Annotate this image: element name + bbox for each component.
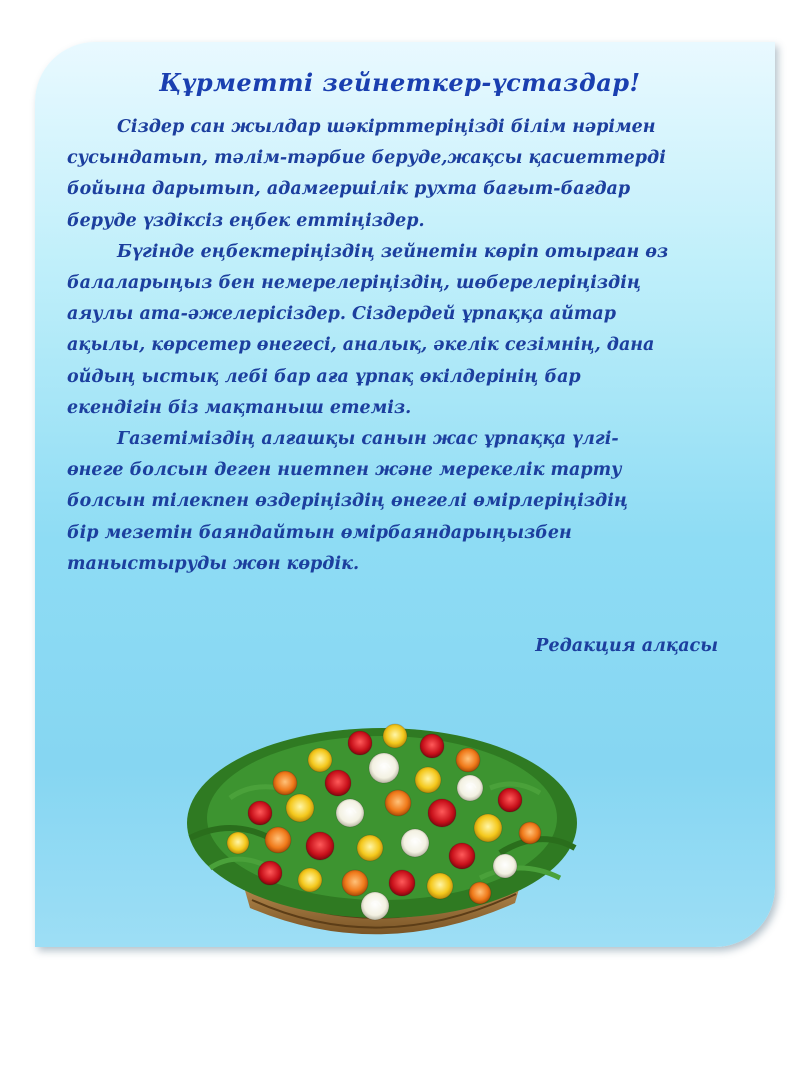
paragraph-2: Бүгінде еңбектеріңіздің зейнетін көріп отырған өз балаларыңыз бен немерелеріңіздің, шөберелеріңіздің аяулы ата-әжелерісіздер. Сіздердей ұрпаққа айтар ақылы, көрсетер өнегесі, аналық, әкелік сезімнің, дана ойдың ыстық лебі бар аға ұрпақ өкілдерінің бар екендігін біз мақтаныш етеміз. — [67, 241, 669, 418]
greeting-body — [67, 112, 737, 580]
signature: Редакция алқасы — [535, 636, 718, 656]
paragraph-1: Сіздер сан жылдар шәкірттеріңізді білім нәрімен сусындатып, тәлім-тәрбие беруде,жақсы қасиеттерді бойына дарытып, адамгершілік рухта бағыт-бағдар беруде үздіксіз еңбек еттіңіздер. — [67, 117, 666, 231]
flower-basket-illustration — [170, 688, 590, 948]
greeting-title: Құрметті зейнеткер-ұстаздар! — [159, 68, 641, 97]
paragraph-3: Газетіміздің алғашқы санын жас ұрпаққа үлгі- өнеге болсын деген ниетпен және мерекелік тарту болсын тілекпен өздеріңіздің өнегелі өмірлеріңіздің бір мезетін баяндайтын өмірбаяндарыңызбен таныстыруды жөн көрдік. — [67, 429, 628, 574]
